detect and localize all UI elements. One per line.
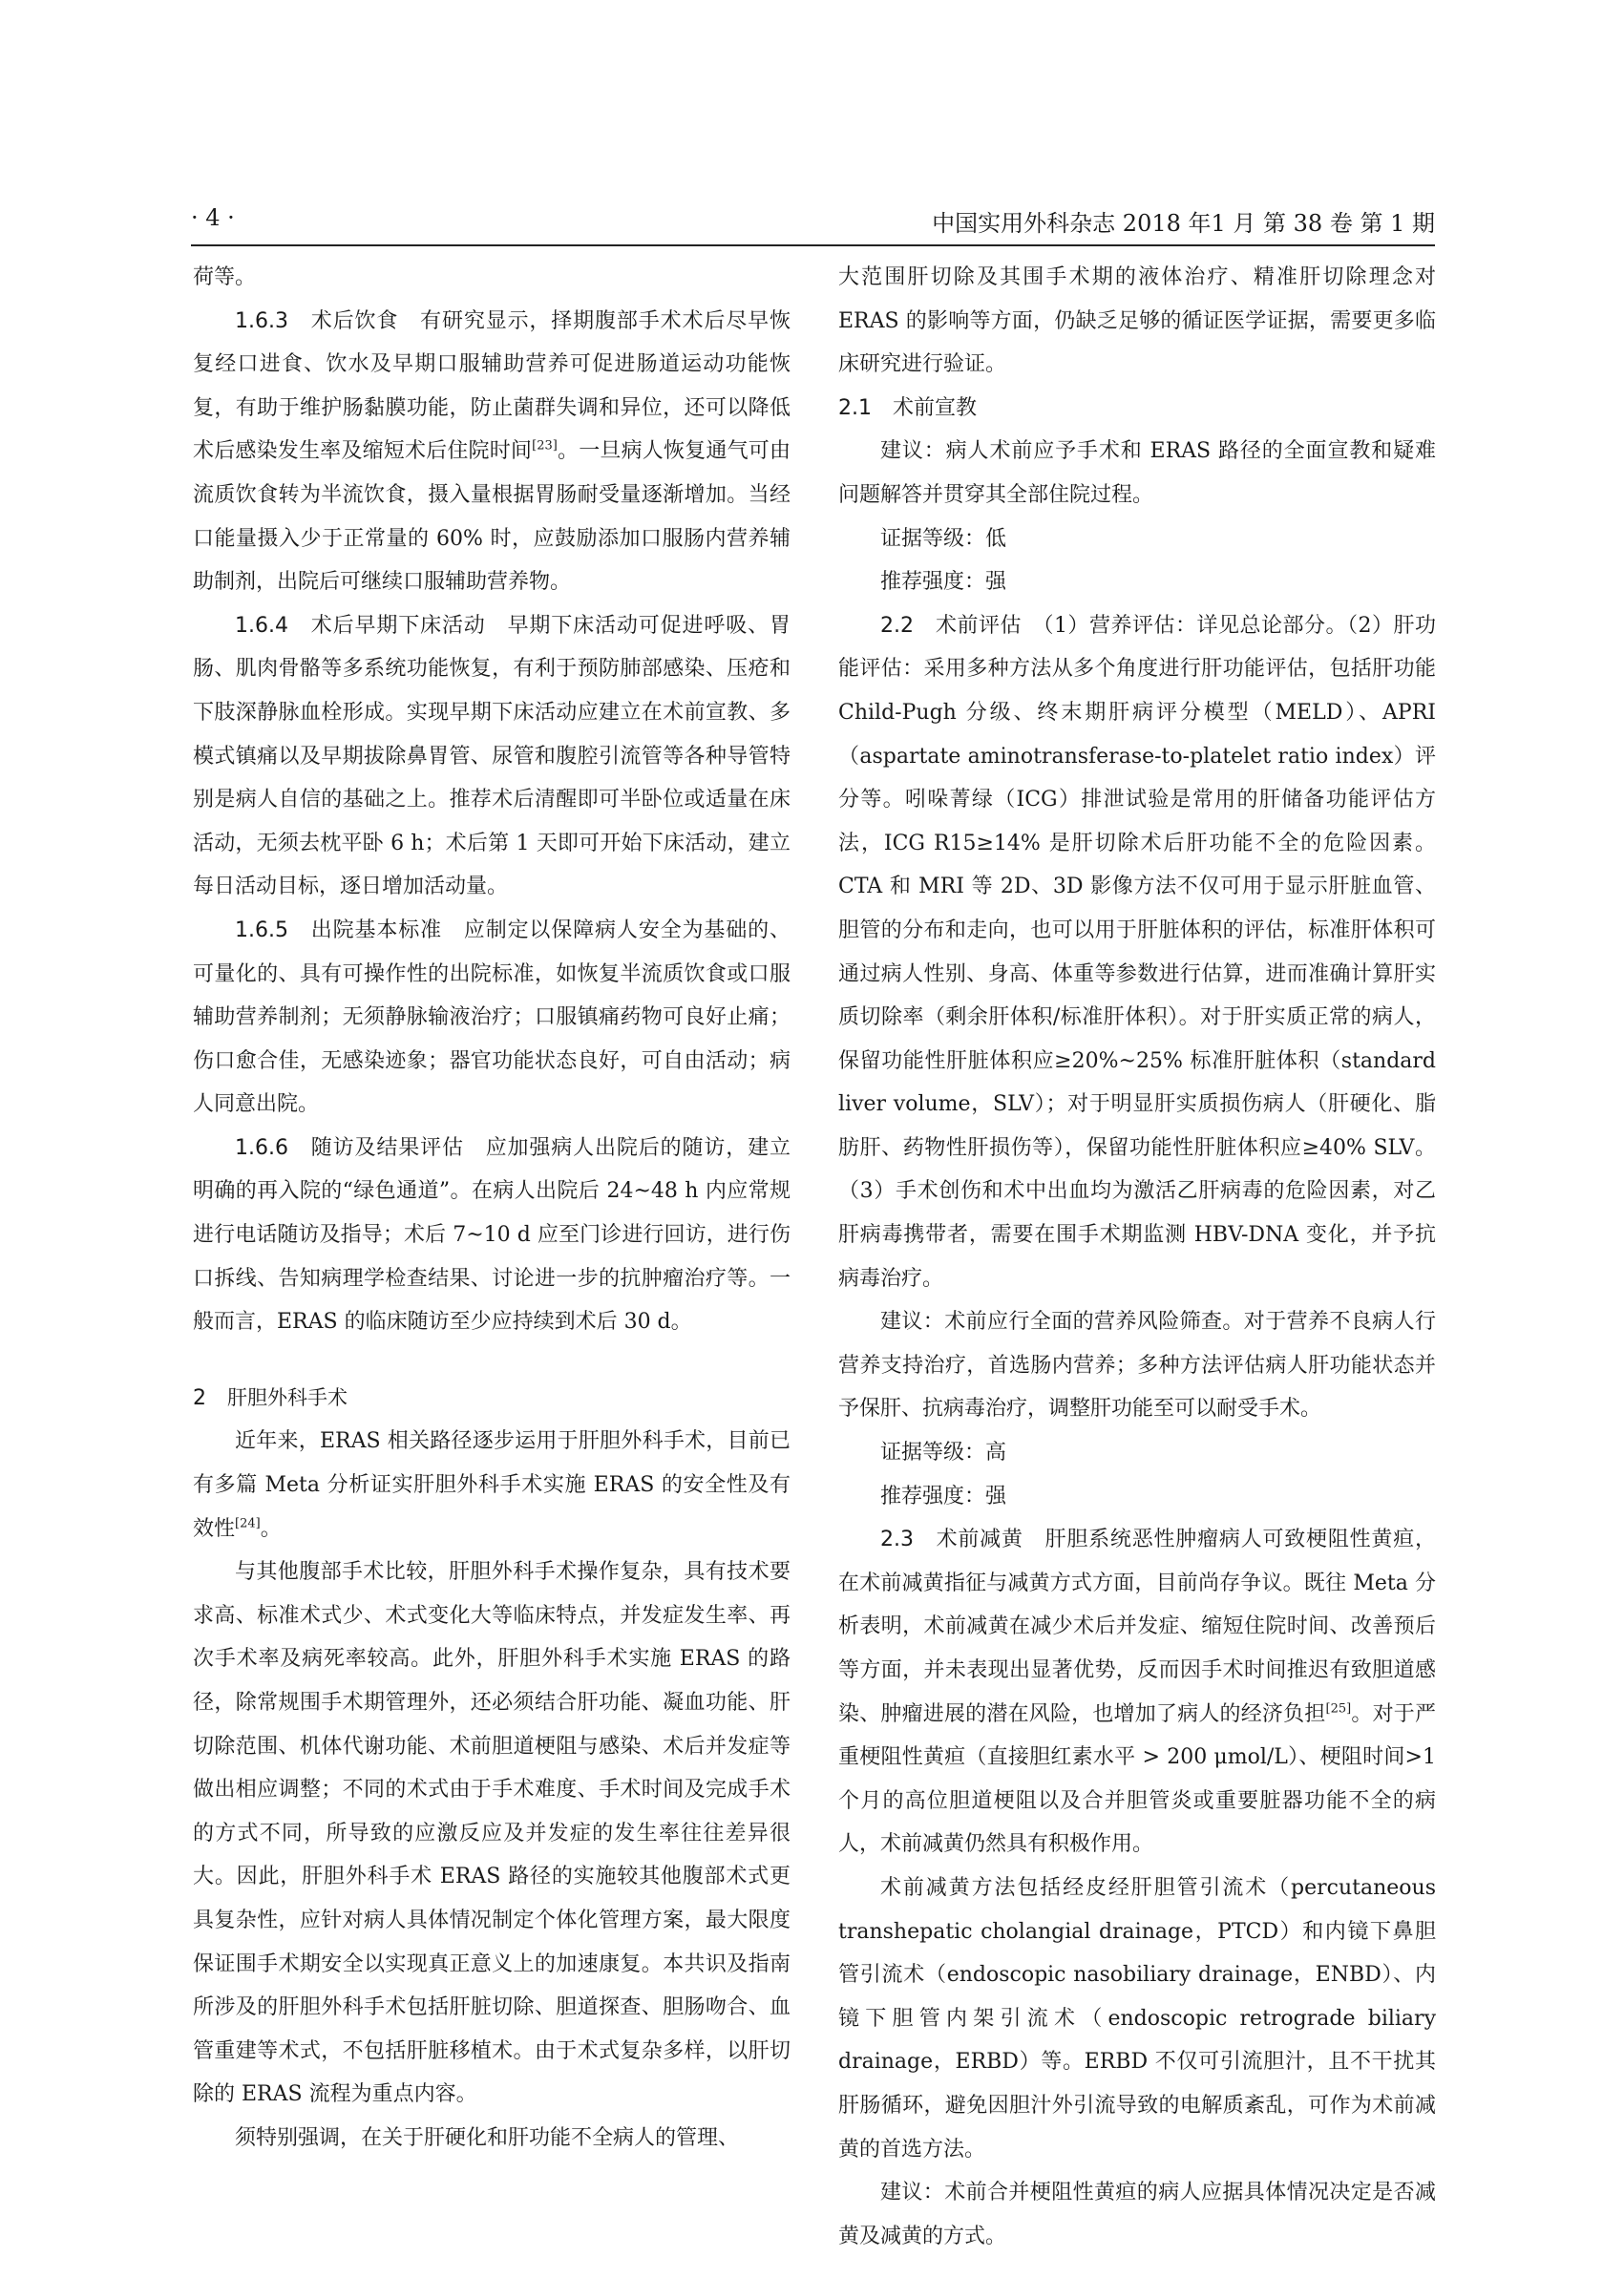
paragraph-text: 。 bbox=[260, 1516, 282, 1541]
section-title: 肝胆外科手术 bbox=[227, 1385, 348, 1409]
right-column bbox=[838, 256, 1436, 2258]
paragraph: 术前减黄方法包括经皮经肝胆管引流术（percutaneous transhepatic cholangial drainage，PTCD）和内镜下鼻胆管引流术（endoscopic nasobiliary drainage，ENBD）、内镜下胆管内架引流术（endoscopic retrograde biliary drainage，ERBD）等。ERBD 不仅可引流胆汁，且不干扰其肝肠循环，避免因胆汁外引流导致的电解质紊乱，可作为术前减黄的首选方法。 bbox=[838, 1875, 1436, 2162]
section-body: 。对于严重梗阻性黄疸（直接胆红素水平 > 200 μmol/L）、梗阻时间>1 个月的高位胆道梗阻以及合并胆管炎或重要脏器功能不全的病人，术前减黄仍然具有积极作用。 bbox=[838, 1701, 1436, 1857]
section-title: 术前减黄 bbox=[936, 1528, 1023, 1552]
section-number: 1.6.6 bbox=[235, 1135, 288, 1160]
paragraph bbox=[193, 1420, 791, 1550]
page-number: · 4 · bbox=[191, 204, 235, 231]
section-2-1-heading bbox=[838, 387, 1436, 431]
left-column bbox=[193, 256, 791, 2161]
section-body: 早期下床活动可促进呼吸、胃肠、肌肉骨骼等多系统功能恢复，有利于预防肺部感染、压疮和下肢深静脉血栓形成。实现早期下床活动应建立在术前宣教、多模式镇痛以及早期拔除鼻胃管、尿管和腹腔引流管等各种导管特别是病人自信的基础之上。推荐术后清醒即可半卧位或适量在床活动，无须去枕平卧 6 h；术后第 1 天即可开始下床活动，建立每日活动目标，逐日增加活动量。 bbox=[193, 613, 791, 899]
recommendation: 建议：术前合并梗阻性黄疸的病人应据具体情况决定是否减黄及减黄的方式。 bbox=[838, 2181, 1436, 2248]
evidence-level: 证据等级：高 bbox=[880, 1441, 1007, 1466]
section-1-6-4 bbox=[193, 604, 791, 909]
section-title: 出院基本标准 bbox=[310, 918, 442, 942]
section-number: 1.6.5 bbox=[235, 918, 288, 942]
section-body: 有研究显示，择期腹部手术术后尽早恢复经口进食、饮水及早期口服辅助营养可促进肠道运动功能恢复，有助于维护肠黏膜功能，防止菌群失调和异位，还可以降低术后感染发生率及缩短术后住院时间 bbox=[193, 308, 791, 464]
citation-ref: [23] bbox=[532, 439, 558, 454]
section-number: 2 bbox=[193, 1385, 206, 1410]
section-2-heading bbox=[193, 1377, 791, 1421]
recommendation-strength: 推荐强度：强 bbox=[880, 570, 1007, 595]
section-number: 2.1 bbox=[838, 395, 872, 420]
section-number: 1.6.4 bbox=[235, 613, 288, 638]
section-1-6-3 bbox=[193, 300, 791, 604]
section-number: 1.6.3 bbox=[235, 308, 288, 333]
citation-ref: [25] bbox=[1325, 1701, 1352, 1717]
section-body: 应制定以保障病人安全为基础的、可量化的、具有可操作性的出院标准，如恢复半流质饮食或口服辅助营养制剂；无须静脉输液治疗；口服镇痛药物可良好止痛；伤口愈合佳，无感染迹象；器官功能状态良好，可自由活动；病人同意出院。 bbox=[193, 918, 791, 1117]
section-body: 肝胆系统恶性肿瘤病人可致梗阻性黄疸，在术前减黄指征与减黄方式方面，目前尚存争议。既往 Meta 分析表明，术前减黄在减少术后并发症、缩短住院时间、改善预后等方面，并未表现出显著优势，反而因手术时间推迟有致胆道感染、肿瘤进展的潜在风险，也增加了病人的经济负担 bbox=[838, 1528, 1436, 1726]
section-number: 2.2 bbox=[880, 613, 914, 638]
paragraph: 荷等。 bbox=[193, 265, 257, 289]
section-2-3 bbox=[838, 1518, 1436, 1867]
recommendation: 建议：术前应行全面的营养风险筛查。对于营养不良病人行营养支持治疗，首选肠内营养；多种方法评估病人肝功能状态并予保肝、抗病毒治疗，调整肝功能至可以耐受手术。 bbox=[838, 1310, 1436, 1422]
page-header bbox=[191, 202, 1435, 246]
section-title: 术后早期下床活动 bbox=[310, 613, 486, 638]
section-2-2 bbox=[838, 604, 1436, 1301]
evidence-level: 证据等级：低 bbox=[880, 526, 1007, 551]
section-1-6-5 bbox=[193, 909, 791, 1127]
paragraph: 须特别强调，在关于肝硬化和肝功能不全病人的管理、 bbox=[235, 2125, 740, 2150]
section-title: 随访及结果评估 bbox=[310, 1135, 464, 1160]
section-title: 术后饮食 bbox=[310, 308, 399, 333]
paragraph: 与其他腹部手术比较，肝胆外科手术操作复杂，具有技术要求高、标准术式少、术式变化大等临床特点，并发症发生率、再次手术率及病死率较高。此外，肝胆外科手术实施 ERAS 的路径，除常规围手术期管理外，还必须结合肝功能、凝血功能、肝切除范围、机体代谢功能、术前胆道梗阻与感染、术后并发症等做出相应调整；不同的术式由于手术难度、手术时间及完成手术的方式不同，所导致的应激反应及并发症的发生率往往差异很大。因此，肝胆外科手术 ERAS 路径的实施较其他腹部术式更具复杂性，应针对病人具体情况制定个体化管理方案，最大限度保证围手术期安全以实现真正意义上的加速康复。本共识及指南所涉及的肝胆外科手术包括肝脏切除、胆道探查、胆肠吻合、血管重建等术式，不包括肝脏移植术。由于术式复杂多样，以肝切除的 ERAS 流程为重点内容。 bbox=[193, 1560, 791, 2107]
section-body: 。一旦病人恢复通气可由流质饮食转为半流饮食，摄入量根据胃肠耐受量逐渐增加。当经口能量摄入少于正常量的 60% 时，应鼓励添加口服肠内营养辅助制剂，出院后可继续口服辅助营养物。 bbox=[193, 439, 791, 595]
section-body: （1）营养评估：详见总论部分。（2）肝功能评估：采用多种方法从多个角度进行肝功能评估，包括肝功能 Child-Pugh 分级、终末期肝病评分模型（MELD）、APRI（aspartate aminotransferase-to-platelet ratio index）评分等。吲哚菁绿（ICG）排泄试验是常用的肝储备功能评估方法，ICG R15≥14% 是肝切除术后肝功能不全的危险因素。CTA 和 MRI 等 2D、3D 影像方法不仅可用于显示肝脏血管、胆管的分布和走向，也可以用于肝脏体积的评估，标准肝体积可通过病人性别、身高、体重等参数进行估算，进而准确计算肝实质切除率（剩余肝体积/标准肝体积）。对于肝实质正常的病人，保留功能性肝脏体积应≥20%~25% 标准肝脏体积（standard liver volume，SLV）；对于明显肝实质损伤病人（肝硬化、脂肪肝、药物性肝损伤等），保留功能性肝脏体积应≥40% SLV。（3）手术创伤和术中出血均为激活乙肝病毒的危险因素，对乙肝病毒携带者，需要在围手术期监测 HBV-DNA 变化，并予抗病毒治疗。 bbox=[838, 613, 1436, 1291]
citation-ref: [24] bbox=[235, 1516, 261, 1531]
section-number: 2.3 bbox=[880, 1528, 914, 1552]
section-body: 应加强病人出院后的随访，建立明确的再入院的“绿色通道”。在病人出院后 24~48 h 内应常规进行电话随访及指导；术后 7~10 d 应至门诊进行回访，进行伤口拆线、告知病理学检查结果、讨论进一步的抗肿瘤治疗等。一般而言，ERAS 的临床随访至少应持续到术后 30 d。 bbox=[193, 1135, 791, 1335]
recommendation: 建议：病人术前应予手术和 ERAS 路径的全面宣教和疑难问题解答并贯穿其全部住院过程。 bbox=[838, 439, 1436, 507]
paragraph-text: 近年来，ERAS 相关路径逐步运用于肝胆外科手术，目前已有多篇 Meta 分析证实肝胆外科手术实施 ERAS 的安全性及有效性 bbox=[193, 1429, 791, 1541]
section-title: 术前评估 bbox=[936, 613, 1022, 638]
paragraph: 大范围肝切除及其围手术期的液体治疗、精准肝切除理念对 ERAS 的影响等方面，仍缺乏足够的循证医学证据，需要更多临床研究进行验证。 bbox=[838, 265, 1436, 377]
recommendation-strength: 推荐强度：强 bbox=[880, 1484, 1007, 1508]
journal-info: 中国实用外科杂志 2018 年1 月 第 38 卷 第 1 期 bbox=[932, 210, 1435, 237]
section-title: 术前宣教 bbox=[893, 395, 978, 420]
section-1-6-6 bbox=[193, 1127, 791, 1344]
